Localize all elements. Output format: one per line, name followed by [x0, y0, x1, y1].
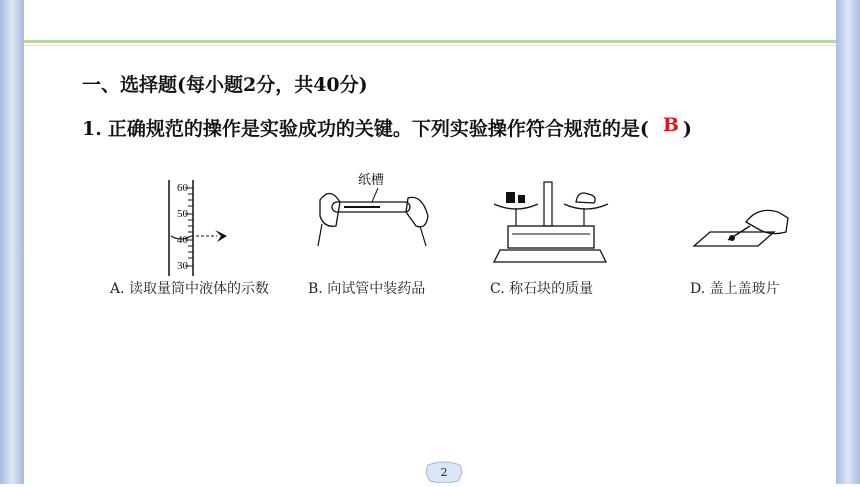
- cover-slip-figure: [688, 166, 798, 266]
- trough-label: 纸槽: [358, 173, 385, 188]
- tick-label-40: 40: [177, 234, 188, 246]
- stone-icon: [576, 193, 595, 203]
- caption-d: D. 盖上盖玻片: [690, 281, 780, 297]
- balance-figure: [488, 166, 613, 278]
- question-stem: 正确规范的操作是实验成功的关键。下列实验操作符合规范的是(: [107, 118, 649, 140]
- figure-c: [488, 166, 613, 282]
- right-side-bar: [836, 0, 860, 484]
- header-rule: [24, 40, 836, 43]
- tick-label-30: 30: [177, 260, 188, 272]
- graduated-cylinder-figure: [155, 166, 245, 276]
- question-1: [82, 114, 692, 141]
- figure-d: [688, 166, 798, 270]
- right-hand-icon: [406, 197, 428, 227]
- answer-mark: B: [662, 114, 679, 136]
- hand-icon: [746, 210, 788, 233]
- header-rule-thin: [24, 45, 836, 46]
- test-tube-figure: [310, 166, 440, 266]
- page-badge: [424, 461, 464, 483]
- question-close: ): [682, 118, 692, 140]
- caption-c: C. 称石块的质量: [490, 281, 594, 297]
- section-title: 一、选择题(每小题2分，共40分): [82, 74, 368, 96]
- caption-a: A. 读取量筒中液体的示数: [110, 281, 270, 297]
- tick-label-60: 60: [177, 182, 188, 194]
- tick-label-50: 50: [177, 208, 188, 220]
- page-number: 2: [440, 466, 448, 479]
- figure-a: [155, 166, 245, 280]
- option-figures: [100, 166, 820, 306]
- left-side-bar: [0, 0, 24, 484]
- figure-b: [310, 166, 440, 270]
- left-hand-icon: [320, 193, 340, 226]
- caption-b: B. 向试管中装药品: [308, 281, 426, 297]
- question-number: 1.: [82, 118, 102, 140]
